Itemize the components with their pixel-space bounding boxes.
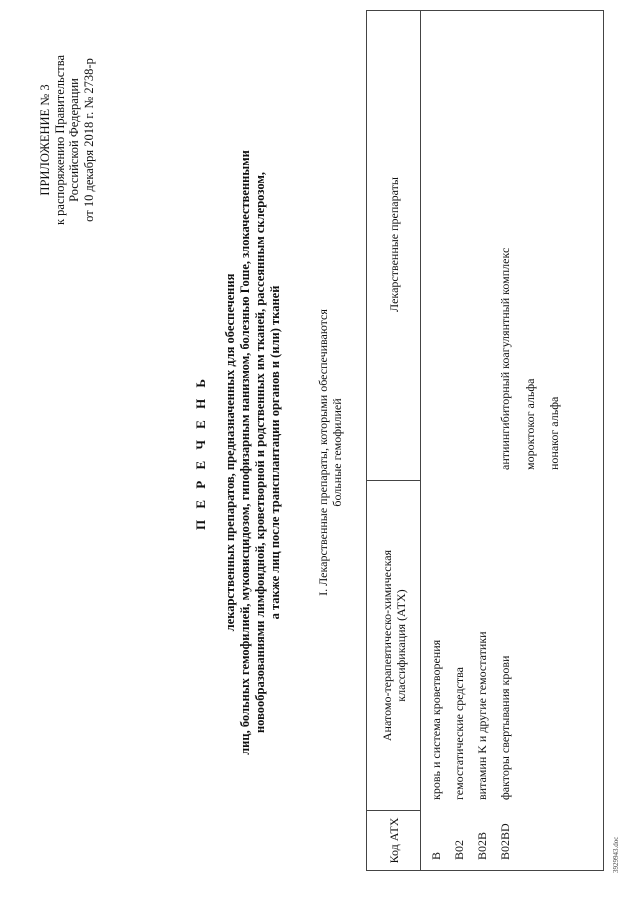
table-row bbox=[523, 11, 543, 870]
title-line: лиц, больных гемофилией, муковисцидозом, гипофизарным нанизмом, болезнью Гоше, злокачественными bbox=[238, 150, 252, 755]
appendix-order-line: к распоряжению Правительства bbox=[52, 55, 67, 226]
cell-code: B02BD bbox=[498, 823, 512, 860]
table-header bbox=[367, 11, 421, 870]
section-heading-line2: больные гемофилией bbox=[330, 398, 344, 507]
cell-code: B02 bbox=[452, 839, 466, 860]
header-classification-line2: классификация (АТХ) bbox=[394, 589, 408, 702]
cell-drug: антиингибиторный коагулянтный комплекс bbox=[498, 247, 512, 470]
section-heading bbox=[316, 230, 344, 675]
title-line: новообразованиями лимфоидной, кроветворной и родственных им тканей, рассеянным склерозом, bbox=[253, 171, 267, 734]
document-id: 3929943.doc bbox=[612, 836, 620, 873]
header-code: Код АТХ bbox=[367, 810, 421, 870]
header-classification-line1: Анатомо-терапевтическо-химическая bbox=[380, 549, 394, 742]
table-row bbox=[475, 11, 495, 870]
cell-drug: мороктоког альфа bbox=[523, 378, 537, 470]
table-row bbox=[429, 11, 449, 870]
section-heading-line1: I. Лекарственные препараты, которыми обеспечиваются bbox=[316, 309, 330, 596]
header-classification bbox=[367, 480, 421, 810]
title-line: а также лиц после трансплантации органов и (или) тканей bbox=[268, 285, 282, 620]
cell-code: B02B bbox=[475, 831, 489, 860]
cell-classification: витамин K и другие гемостатики bbox=[475, 631, 489, 800]
appendix-date-line: от 10 декабря 2018 г. № 2738-р bbox=[81, 58, 96, 222]
appendix-block bbox=[38, 35, 96, 245]
header-drugs: Лекарственные препараты bbox=[387, 177, 401, 312]
cell-drug: нонаког альфа bbox=[547, 396, 561, 470]
table-row bbox=[547, 11, 567, 870]
cell-classification: факторы свертывания крови bbox=[498, 655, 512, 800]
title-heading: П Е Р Е Ч Е Н Ь bbox=[193, 374, 208, 531]
appendix-government-line: Российской Федерации bbox=[67, 78, 81, 202]
cell-code: B bbox=[429, 851, 443, 860]
document-title bbox=[193, 80, 283, 825]
cell-classification: кровь и система кроветворения bbox=[429, 639, 443, 800]
table-row bbox=[452, 11, 472, 870]
cell-classification: гемостатические средства bbox=[452, 667, 466, 800]
drug-table bbox=[366, 10, 604, 871]
table-row bbox=[498, 11, 518, 870]
appendix-title: ПРИЛОЖЕНИЕ № 3 bbox=[38, 84, 52, 196]
title-line: лекарственных препаратов, предназначенных для обеспечения bbox=[223, 273, 237, 632]
